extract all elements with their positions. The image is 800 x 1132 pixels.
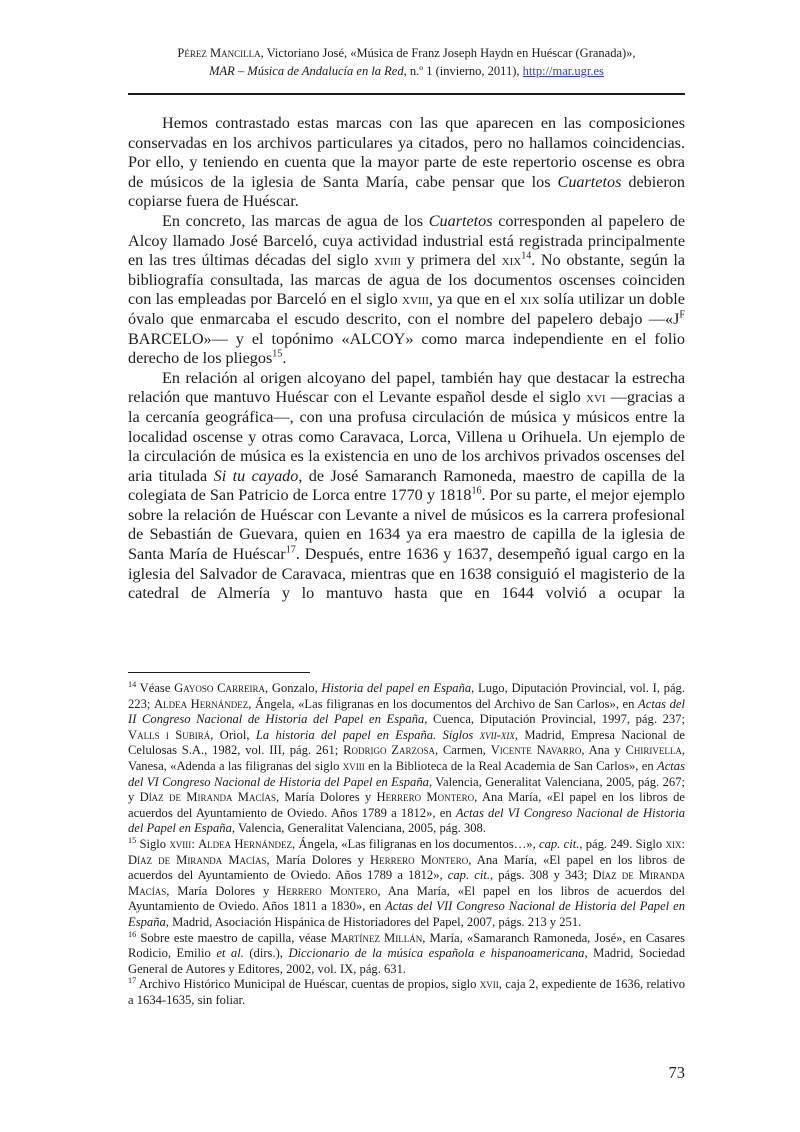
text-segment: Cuartetos [557, 172, 622, 191]
text-segment: xix [501, 251, 522, 270]
text-segment: et al. [216, 946, 244, 961]
text-segment: xvii-xix [479, 727, 515, 742]
text-segment: 17 [285, 544, 296, 556]
text-segment: F [679, 309, 685, 321]
page-number: 73 [668, 1063, 685, 1082]
text-segment: Herrero Montero [376, 790, 475, 805]
text-segment: Díaz de Miranda Macías [139, 790, 276, 805]
text-segment: , María Dolores y [166, 883, 278, 898]
text-segment: , Vanesa, «Adenda a las filigranas del siglo [128, 743, 685, 773]
text-segment: Herrero Montero [277, 883, 378, 898]
text-segment: xviii [402, 290, 429, 309]
text-segment: , Madrid, Sociedad General de Autores y Editores, 2002, vol. IX, pág. 631. [128, 946, 686, 976]
text-segment: 15 [272, 348, 283, 360]
text-segment: , pág. 249. Siglo [579, 836, 666, 851]
text-segment: Sobre este maestro de capilla, véase [136, 930, 331, 945]
text-segment: Gayoso Carreira [174, 681, 265, 695]
text-segment: , María Dolores y [266, 852, 370, 867]
text-segment: —gracias a la cercanía geográfica—, con una profusa circulación de música y músicos entre la localidad oscense y otras como Caravaca, Lorca, Villena u Orihuela. Un ejemplo de la circulación de música es la existencia en uno de los archivos privados oscenses del aria titulada [128, 388, 686, 485]
text-segment: , Madrid, Asociación Hispánica de Historiadores del Papel, 2007, págs. 213 y 251. [165, 914, 582, 929]
text-segment: , Valencia, Generalitat Valenciana, 2005, pág. 267; y [128, 774, 685, 805]
text-segment: xix [665, 836, 682, 851]
text-segment: xviii [169, 836, 192, 851]
text-segment: xviii [374, 251, 401, 270]
text-segment: , Valencia, Generalitat Valenciana, 2005, pág. 308. [231, 821, 486, 836]
footnote-17 [128, 977, 685, 1008]
text-segment: , ya que en el [428, 290, 520, 309]
text-segment: , Ana María, «El papel en los libros de acuerdos del Ayuntamiento de Oviedo. Años 1811 a 1830», en [128, 883, 685, 914]
text-segment: , María, «Samaranch Ramoneda, José», en Casares Rodicio, Emilio [128, 930, 685, 961]
running-header [128, 44, 685, 80]
text-segment: , Victoriano José, «Música de Franz Joseph Haydn en Huéscar (Granada)», [260, 46, 636, 60]
text-segment: (dirs.), [243, 946, 289, 961]
footnote-number: 14 [128, 679, 137, 689]
text-segment: Actas del VI Congreso Nacional de Historia del Papel en España [128, 758, 685, 789]
text-segment: Diccionario de la música española e hispanoamericana [288, 946, 585, 961]
text-segment: 14 [521, 250, 532, 262]
text-segment: solía utilizar un doble óvalo que enmarcaba el escudo descrito, con el nombre del papelero debajo —«J [128, 290, 685, 328]
text-segment: corresponden al papelero de Alcoy llamado José Barceló, cuya actividad industrial está registrada principalmente en las tres últimas décadas del siglo [128, 211, 686, 270]
footnote-16 [128, 931, 685, 978]
text-segment: Cuartetos [428, 211, 493, 230]
text-segment: , Ángela, «Las filigranas en los documentos del Archivo de San Carlos», en [248, 696, 639, 711]
footnote-number: 17 [128, 976, 137, 986]
text-segment: Pérez Mancilla [177, 46, 261, 60]
footnote-15 [128, 837, 685, 931]
header-rule [128, 93, 685, 95]
text-segment: xvi [586, 388, 606, 407]
text-segment: . Por su parte, el mejor ejemplo sobre la relación de Huéscar con Levante a nivel de músicos es la carrera profesional de Sebastián de Guevara, quien en 1634 ya era maestro de capilla de la iglesia de Santa María de Huéscar [128, 486, 685, 564]
body-paragraph [128, 114, 685, 212]
text-segment: , de José Samaranch Ramoneda, maestro de capilla de la colegiata de San Patricio de Lorca entre 1770 y 1818 [128, 466, 685, 505]
text-segment: xix [519, 290, 540, 309]
text-segment: : [681, 836, 685, 851]
text-segment: , caja 2, expediente de 1636, relativo a 1634-1635, sin foliar. [128, 977, 685, 1007]
text-segment: Actas del II Congreso Nacional de Historia del Papel en España [128, 696, 686, 727]
text-segment: Díaz de Miranda Macías [128, 852, 267, 867]
text-segment: Hemos contrastado estas marcas con las que aparecen en las composiciones conservadas en los archivos particulares ya citados, pero no hallamos coincidencias. Por ello, y teniendo en cuenta que la mayor parte de este repertorio oscense es obra de músicos de la iglesia de Santa María, cabe pensar que los [128, 114, 685, 191]
text-segment: , Cuenca, Diputación Provincial, 1997, pág. 237; [424, 712, 685, 727]
text-segment: , Lugo, Diputación Provincial, vol. I, pág. 223; [128, 681, 686, 711]
text-segment: Vicente Navarro [490, 743, 582, 758]
text-segment: Archivo Histórico Municipal de Huéscar, cuentas de propios, siglo [136, 977, 480, 992]
text-segment: xvii [479, 977, 499, 992]
text-segment: 16 [471, 485, 482, 497]
text-segment: . [282, 349, 287, 368]
text-segment: Aldea Hernández [153, 696, 249, 711]
text-segment: : [191, 836, 199, 851]
text-segment: Véase [136, 681, 175, 695]
text-segment: , Ángela, «Las filigranas en los documentos…», [292, 836, 540, 851]
journal-url-link[interactable]: http://mar.ugr.es [522, 64, 604, 78]
text-segment: Valls i Subirá [128, 727, 211, 742]
text-segment: , Carmen, [434, 743, 491, 758]
text-segment: , Madrid, Empresa Nacional de Celulosas S.A., 1982, vol. III, pág. 261; [128, 727, 685, 758]
text-segment: Martínez Millán [330, 930, 423, 945]
text-segment: , págs. 308 y 343; [489, 868, 593, 883]
footnote-separator [128, 672, 310, 673]
text-segment: cap. cit. [539, 836, 580, 851]
text-segment: , n.º 1 (invierno, 2011), [403, 64, 523, 78]
text-segment: Díaz de Miranda Macías [128, 868, 686, 898]
footnote-number: 16 [128, 929, 137, 939]
text-segment: Herrero Montero [369, 852, 469, 867]
text-segment: Chirivella [625, 743, 682, 758]
text-segment: Aldea Hernández [198, 836, 293, 851]
text-segment: La historia del papel en España. Siglos [255, 727, 480, 742]
text-segment: Historia del papel en España [321, 681, 472, 695]
text-segment: MAR – Música de Andalucía en la Red [209, 64, 404, 78]
body-paragraph [128, 369, 685, 604]
text-segment: xviii [342, 758, 365, 773]
text-segment: , Oriol, [210, 727, 256, 742]
body-paragraph [128, 212, 685, 369]
text-segment: debieron copiarse fuera de Huéscar. [128, 172, 685, 211]
text-segment: , Ana María, «El papel en los libros de acuerdos del Ayuntamiento de Oviedo. Años 1789 a 1812», [128, 852, 685, 883]
text-segment: . No obstante, según la bibliografía consultada, las marcas de agua de los documentos oscenses coinciden con las empleadas por Barceló en el siglo [128, 251, 686, 309]
text-segment: En relación al origen alcoyano del papel, también hay que destacar la estrecha relación que mantuvo Huéscar con el Levante español desde el siglo [128, 368, 685, 407]
header-citation-line2 [128, 62, 685, 80]
text-segment: en la Biblioteca de la Real Academia de San Carlos», en [364, 758, 657, 773]
text-segment: Siglo [136, 836, 170, 851]
text-segment: Actas del VII Congreso Nacional de Historia del Papel en España [128, 899, 685, 929]
article-body [128, 114, 685, 604]
text-segment: , Ana María, «El papel en los libros de acuerdos del Ayuntamiento de Oviedo. Años 1789 a 1812», en [128, 790, 685, 820]
text-segment: En concreto, las marcas de agua de los [162, 211, 429, 230]
text-segment: . Después, entre 1636 y 1637, desempeñó igual cargo en la iglesia del Salvador de Caravaca, mientras que en 1638 consiguió el magisterio de la catedral de Almería y lo mantuvo hasta que en 1644 volvió a ocupar la [128, 545, 685, 603]
footnotes-section [128, 681, 685, 1008]
footnote-number: 15 [128, 835, 137, 845]
text-segment: Rodrigo Zarzosa [343, 743, 435, 758]
text-segment: , María Dolores y [275, 790, 377, 805]
text-segment: Si tu cayado [213, 466, 299, 485]
footnote-14 [128, 681, 685, 837]
text-segment: y primera del [401, 251, 502, 270]
header-citation-line1 [128, 44, 685, 62]
text-segment: cap. cit. [447, 868, 490, 883]
text-segment: BARCELO»— y el topónimo «ALCOY» como marca independiente en el folio derecho de los pliegos [128, 329, 685, 368]
text-segment: Actas del VI Congreso Nacional de Historia del Papel en España [128, 805, 686, 836]
text-segment: , Ana y [581, 743, 626, 758]
text-segment: , Gonzalo, [265, 681, 322, 695]
